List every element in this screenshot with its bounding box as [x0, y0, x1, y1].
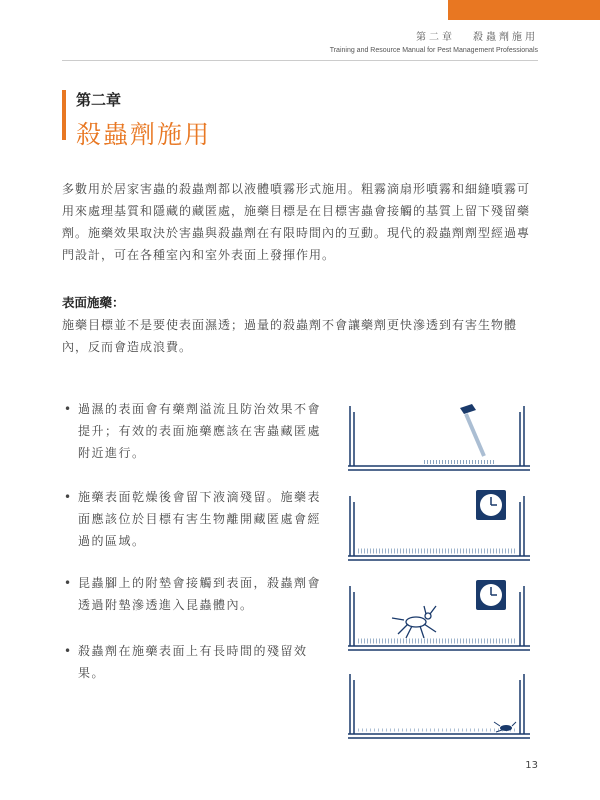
chapter-label: 第二章: [76, 91, 122, 109]
bullet-item: • 施藥表面乾燥後會留下液滴殘留。施藥表面應該位於目標有害生物離開藏匿處會經過的區域。: [62, 486, 324, 572]
header-divider: [62, 60, 538, 61]
insect-icon: [392, 606, 436, 638]
running-header-topic: 殺蟲劑施用: [473, 32, 538, 43]
section-body: 施藥目標並不是要使表面濕透；過量的殺蟲劑不會讓藥劑更快滲透到有害生物體內，反而會造成浪費。: [62, 318, 518, 354]
header-accent-bar: [448, 0, 600, 20]
bullet-list: [62, 398, 324, 684]
section-heading: 表面施藥：: [62, 295, 125, 310]
spray-application-illustration: [344, 398, 534, 474]
clock-icon: [476, 580, 506, 610]
residue-drying-illustration: [344, 488, 534, 564]
bullet-item: • 殺蟲劑在施藥表面上有長時間的殘留效果。: [62, 640, 324, 684]
bullet-item: • 過濕的表面會有藥劑溢流且防治效果不會提升；有效的表面施藥應該在害蟲藏匿處附近進行。: [62, 398, 324, 486]
chapter-title: 殺蟲劑施用: [76, 120, 212, 149]
running-header: [416, 28, 538, 43]
clock-icon: [476, 490, 506, 520]
running-header-chapter: 第二章: [416, 32, 455, 43]
long-residual-illustration: [344, 666, 534, 742]
spray-nozzle-icon: [460, 404, 484, 456]
bullet-item: • 昆蟲腳上的附墊會接觸到表面，殺蟲劑會透過附墊滲透進入昆蟲體內。: [62, 572, 324, 640]
title-accent-bar: [62, 90, 66, 140]
page-number: 13: [525, 760, 538, 771]
manual-subtitle: Training and Resource Manual for Pest Management Professionals: [329, 47, 538, 54]
intro-paragraph: 多數用於居家害蟲的殺蟲劑都以液體噴霧形式施用。粗霧滴扇形噴霧和細縫噴霧可用來處理基質和隱藏的藏匿處，施藥目標是在目標害蟲會接觸的基質上留下殘留藥劑。施藥效果取決於害蟲與殺蟲劑在有限時間內的互動。現代的殺蟲劑劑型經過專門設計，可在各種室內和室外表面上發揮作用。: [62, 182, 531, 262]
insect-icon: [494, 722, 516, 732]
insect-contact-illustration: [344, 578, 534, 654]
